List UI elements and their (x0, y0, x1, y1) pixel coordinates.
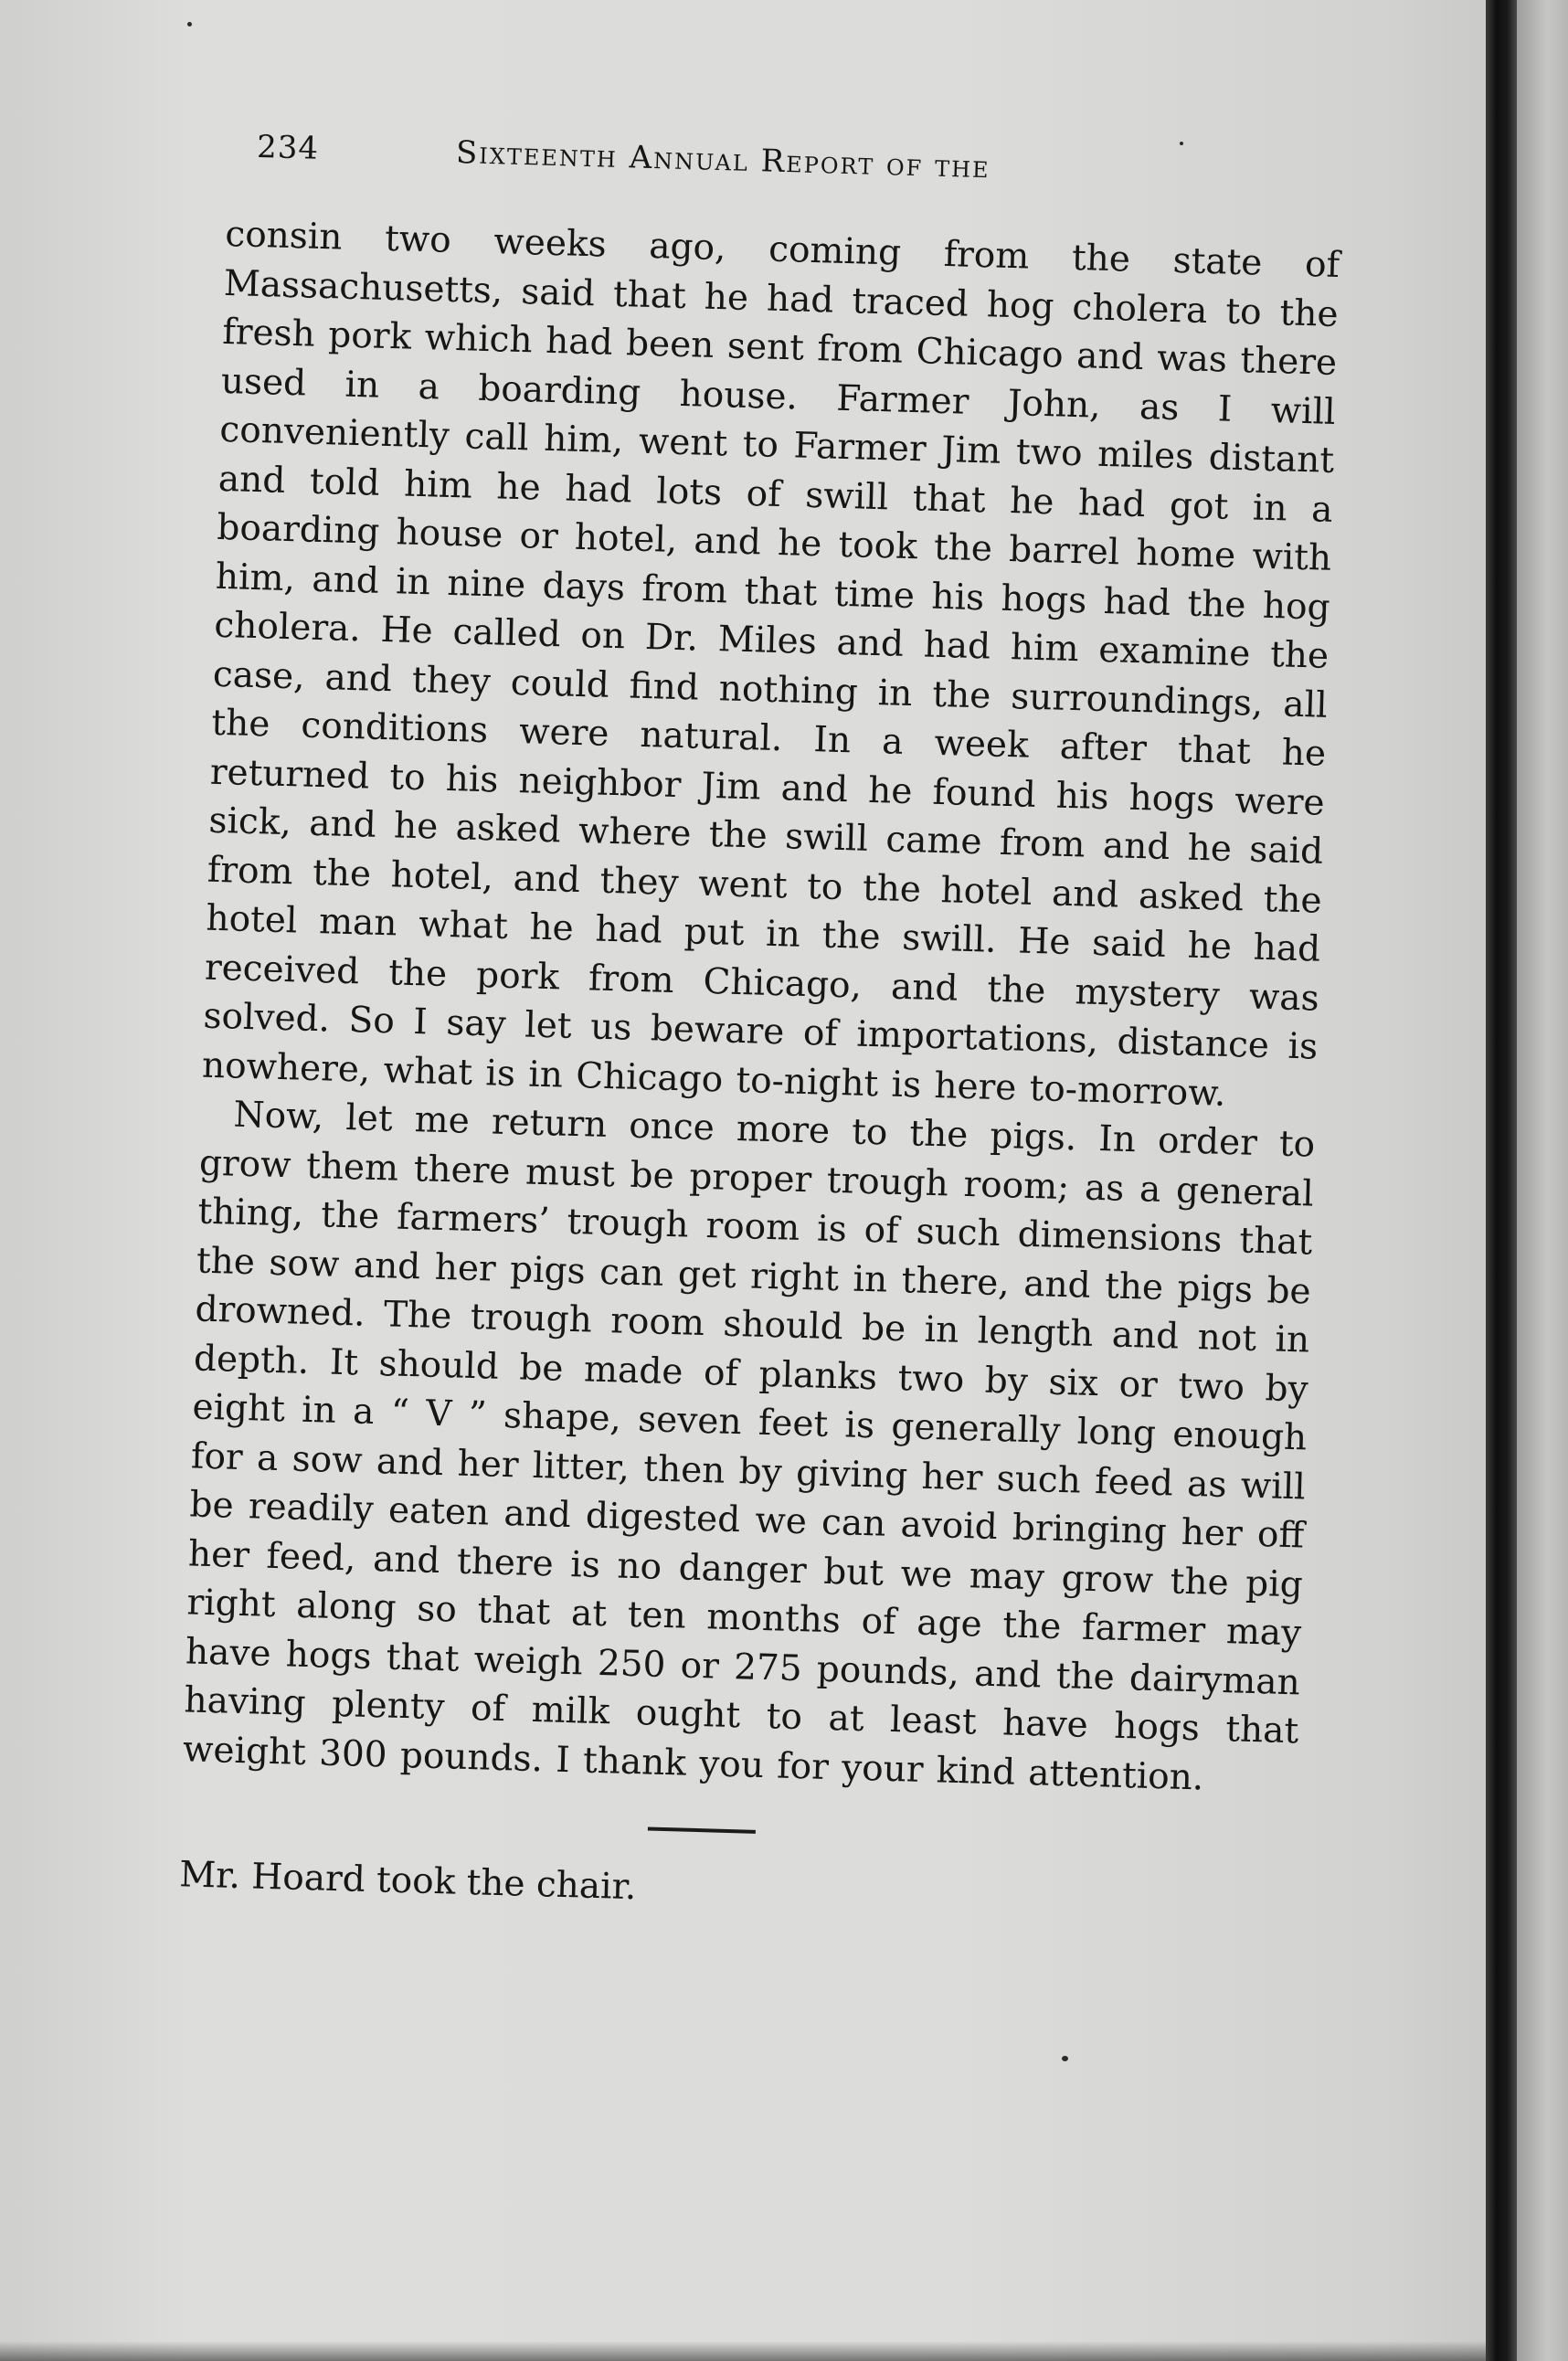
paragraph-continued: consin two weeks ago, coming from the state of Massachusetts, said that he had traced hog cholera to the fresh pork which had been sent from Chicago and was there used in a boarding house. Farmer John, as I will conveniently call him, went to Farmer Jim two miles distant and told him he had lots of swill that he had got in a boarding house or hotel, and he took the barrel home with him, and in nine days from that time his hogs had the hog cholera. He called on Dr. Miles and had him examine the case, and they could find nothing in the surroundings, all the conditions were natural. In a week after that he returned to his neighbor Jim and he found his hogs were sick, and he asked where the swill came from and he said from the hotel, and they went to the hotel and asked the hotel man what he had put in the swill. He said he had received the pork from Chicago, and the mystery was solved. So I say let us beware of importations, distance is nowhere, what is in Chicago to-night is here to-morrow. (201, 213, 1340, 1115)
book-spine-shadow (1486, 0, 1517, 2361)
book-page (179, 119, 1343, 1930)
dust-speck (187, 22, 192, 26)
running-title: Sixteenth Annual Report of the (455, 133, 991, 186)
bottom-edge-shadow (0, 2341, 1486, 2361)
page-number: 234 (256, 128, 320, 167)
section-divider (648, 1827, 756, 1834)
body-text (182, 210, 1340, 1805)
facing-page-edge (1517, 0, 1568, 2361)
paragraph-pigs: Now, let me return once more to the pigs. In order to grow them there must be proper trough room; as a general thing, the farmers’ trough room is of such dimensions that the sow and her pigs can get right in there, and the pigs be drowned. The trough room should be in length and not in depth. It should be made of planks two by six or two by eight in a “ V ” shape, seven feet is generally long enough for a sow and her litter, then by giving her such feed as will be readily eaten and digested we can avoid bringing her off her feed, and there is no danger but we may grow the pig right along so that at ten months of age the farmer may have hogs that weigh 250 or 275 pounds, and the dairyman having plenty of milk ought to at least have hogs that weight 300 pounds. I thank you for your kind attention. (182, 1094, 1316, 1798)
dust-speck (1062, 2056, 1068, 2061)
closing-line: Mr. Hoard took the chair. (178, 1854, 637, 1909)
